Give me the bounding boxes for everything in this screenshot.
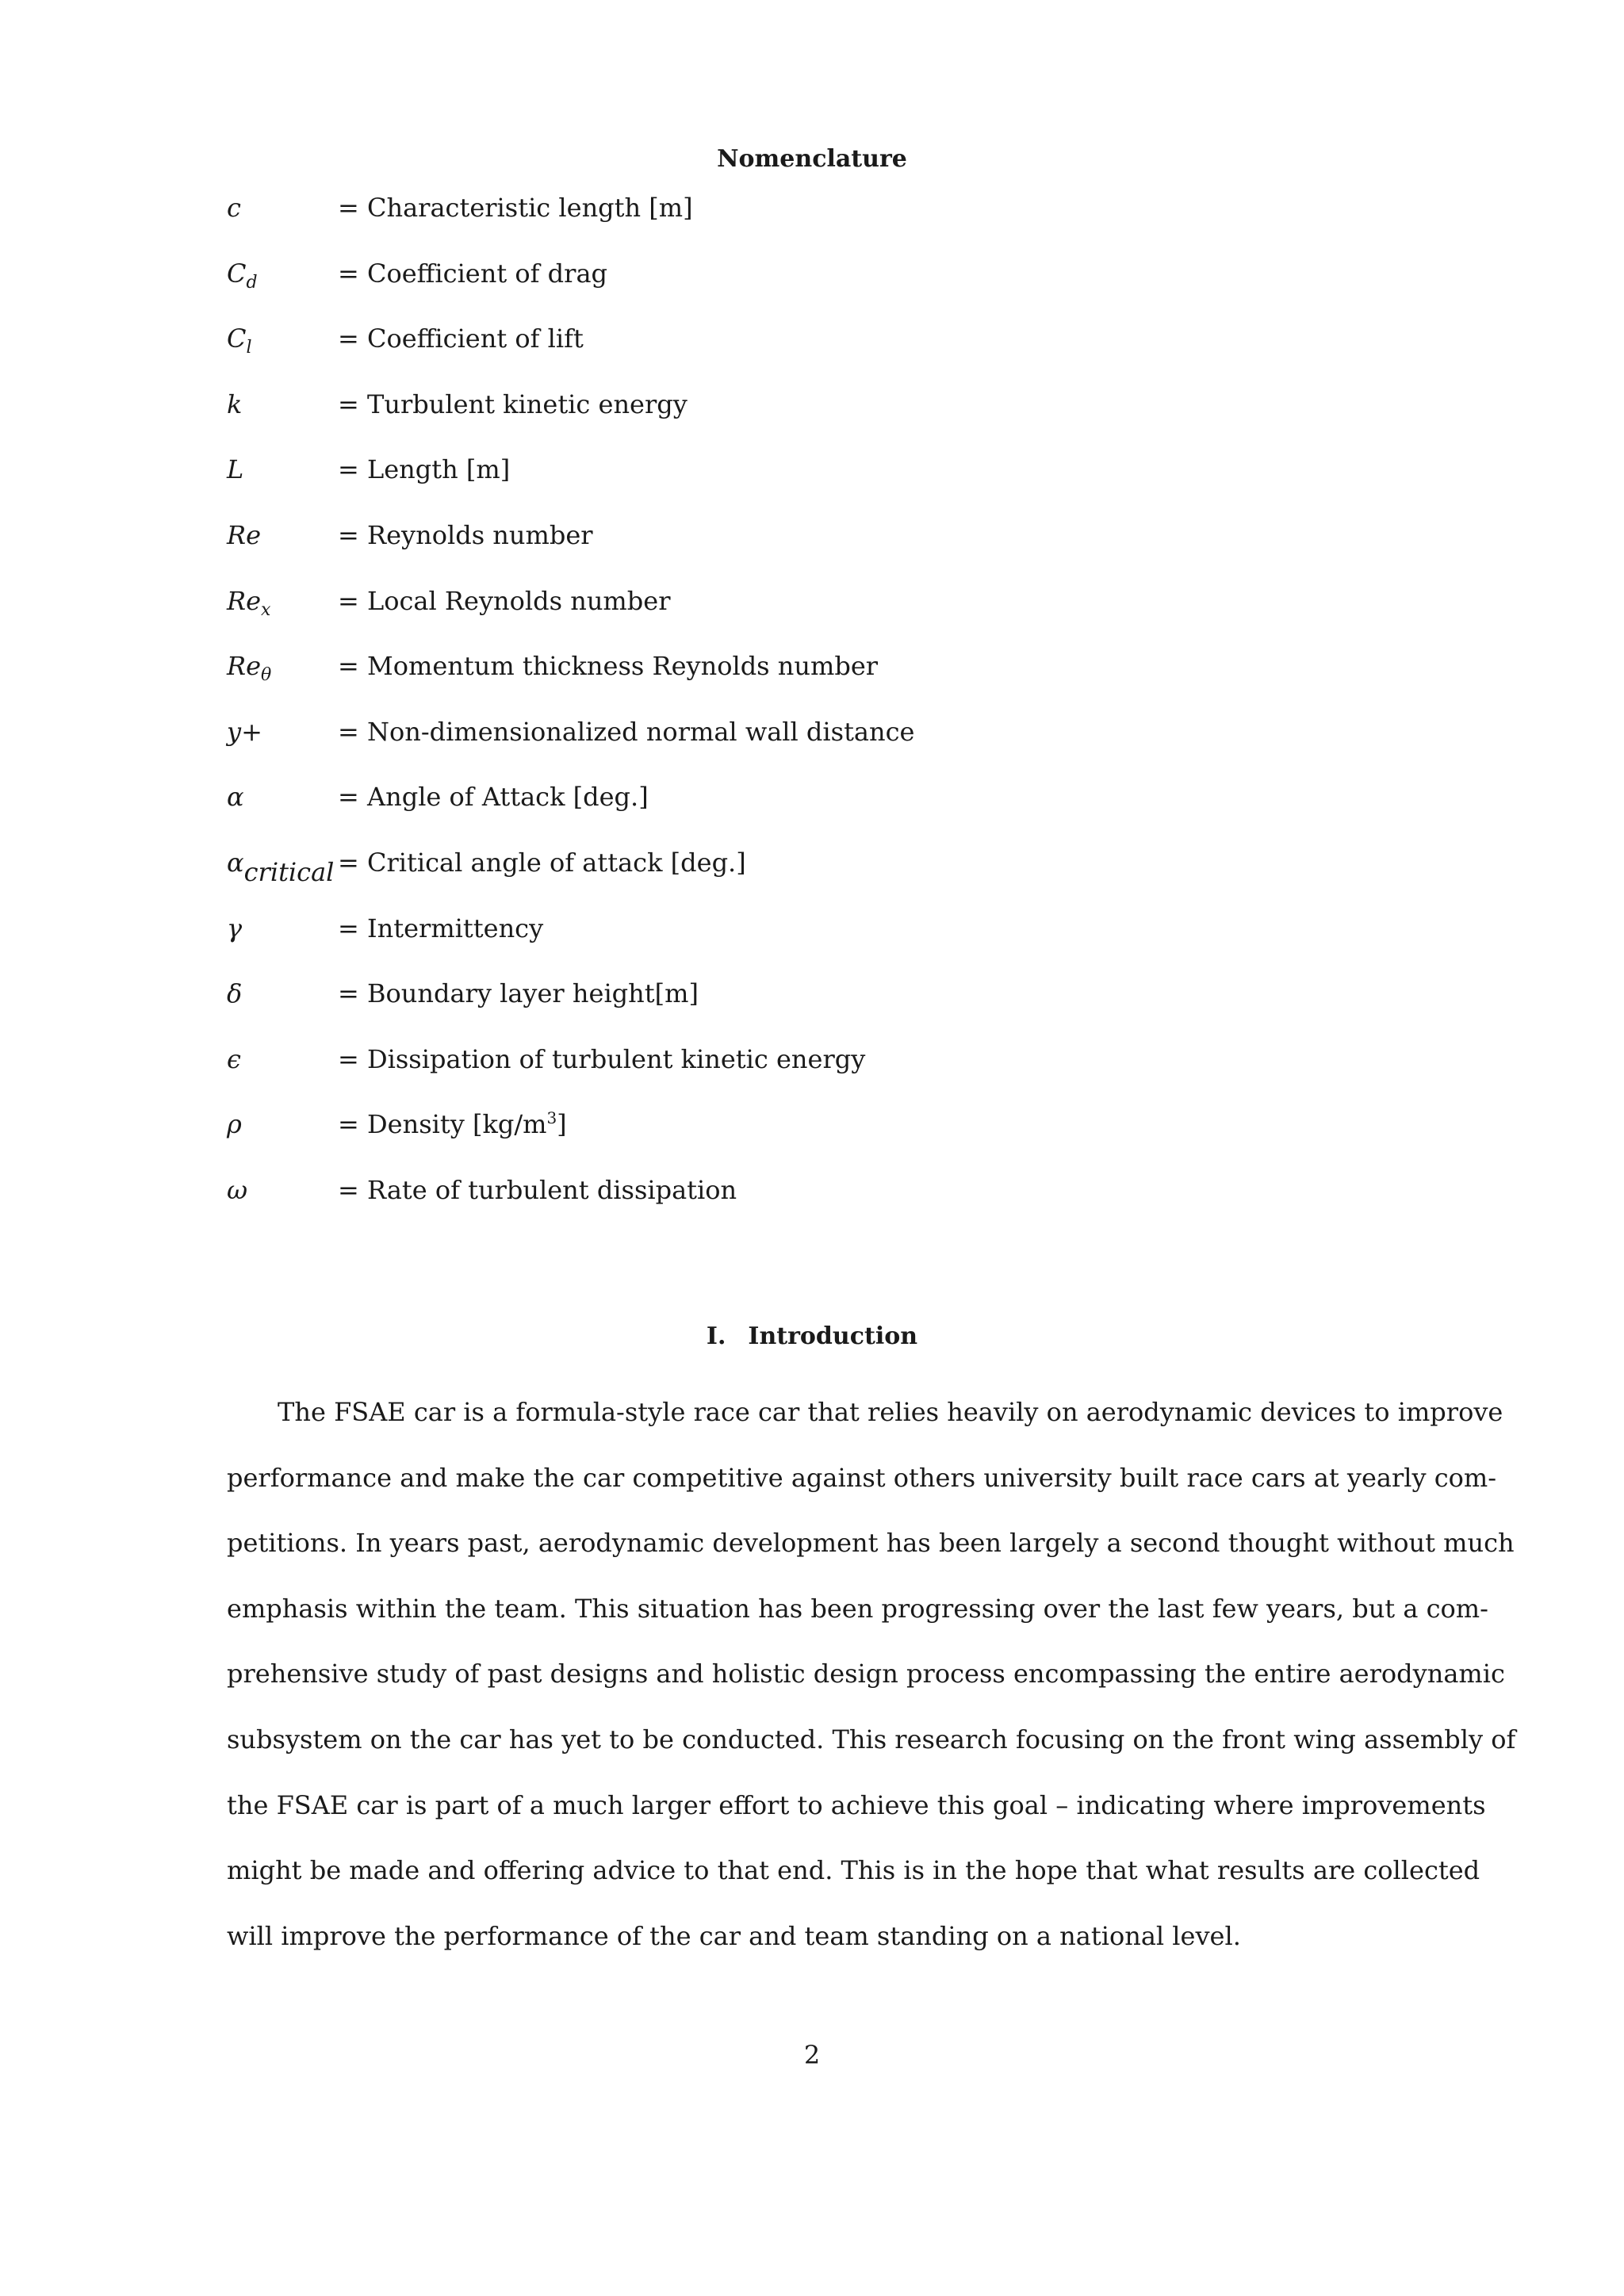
nomenclature-entry	[227, 387, 1416, 453]
nomenclature-definition: = Intermittency	[338, 913, 544, 943]
nomenclature-entry	[227, 1173, 1416, 1238]
paragraph-line: prehensive study of past designs and holistic design process encompassing the entire aerodynamic	[227, 1659, 1505, 1689]
nomenclature-entry	[227, 649, 1416, 714]
paragraph-line: the FSAE car is part of a much larger effort to achieve this goal – indicating where improvements	[227, 1789, 1486, 1820]
nomenclature-entry	[227, 256, 1416, 322]
nomenclature-symbol: Re	[227, 519, 262, 550]
nomenclature-entry	[227, 714, 1416, 780]
section-heading-introduction	[0, 1321, 1624, 1353]
paragraph-line: The FSAE car is a formula-style race car that relies heavily on aerodynamic devices to improve	[278, 1397, 1503, 1427]
nomenclature-symbol: α	[227, 782, 244, 813]
nomenclature-symbol: $Re_\theta$	[227, 651, 272, 686]
nomenclature-definition: = Rate of turbulent dissipation	[338, 1174, 737, 1205]
nomenclature-symbol: $C_d$	[227, 258, 258, 293]
nomenclature-definition: = Momentum thickness Reynolds number	[338, 651, 879, 682]
section-title: Introduction	[748, 1322, 918, 1350]
nomenclature-entry	[227, 452, 1416, 518]
nomenclature-list	[227, 190, 1416, 1238]
nomenclature-symbol: y+	[227, 716, 262, 747]
nomenclature-entry	[227, 321, 1416, 387]
nomenclature-symbol: δ	[227, 978, 243, 1009]
nomenclature-definition: = Length [m]	[338, 454, 511, 485]
paragraph-line: emphasis within the team. This situation has been progressing over the last few years, but a com-	[227, 1593, 1488, 1624]
nomenclature-symbol: c	[227, 193, 241, 223]
nomenclature-entry	[227, 1042, 1416, 1108]
paragraph-line: will improve the performance of the car and team standing on a national level.	[227, 1920, 1241, 1951]
nomenclature-symbol: γ	[227, 913, 243, 943]
nomenclature-definition: = Angle of Attack [deg.]	[338, 782, 649, 813]
nomenclature-definition: = Boundary layer height[m]	[338, 978, 699, 1009]
section-number: I.	[706, 1322, 726, 1350]
page-number: 2	[803, 2040, 821, 2070]
nomenclature-symbol: ρ	[227, 1109, 242, 1140]
nomenclature-definition: = Density $[kg/m^3]$	[338, 1108, 567, 1140]
paragraph-line: subsystem on the car has yet to be conducted. This research focusing on the front wing assembly of	[227, 1724, 1516, 1755]
nomenclature-entry	[227, 911, 1416, 977]
nomenclature-entry	[227, 976, 1416, 1042]
introduction-paragraph	[227, 1380, 1516, 1969]
nomenclature-definition: = Coefficient of drag	[338, 258, 607, 289]
nomenclature-symbol: L	[227, 454, 244, 485]
nomenclature-definition: = Characteristic length [m]	[338, 193, 693, 223]
nomenclature-symbol: $Re_x$	[227, 585, 271, 620]
nomenclature-definition: = Dissipation of turbulent kinetic energy	[338, 1043, 866, 1074]
nomenclature-symbol: k	[227, 388, 243, 419]
nomenclature-definition: = Non-dimensionalized normal wall distance	[338, 716, 915, 747]
nomenclature-entry	[227, 779, 1416, 845]
nomenclature-definition: = Coefficient of lift	[338, 323, 584, 354]
nomenclature-symbol: $\alpha_{critical}$	[227, 847, 335, 887]
nomenclature-entry	[227, 518, 1416, 584]
nomenclature-definition: = Reynolds number	[338, 519, 593, 550]
nomenclature-entry	[227, 584, 1416, 649]
nomenclature-symbol: $C_l$	[227, 323, 252, 358]
nomenclature-definition: = Turbulent kinetic energy	[338, 388, 688, 419]
nomenclature-symbol: ω	[227, 1174, 248, 1205]
nomenclature-definition: = Local Reynolds number	[338, 585, 671, 616]
nomenclature-entry	[227, 190, 1416, 256]
nomenclature-entry	[227, 1107, 1416, 1173]
paragraph-line: performance and make the car competitive against others university built race cars at yearly com-	[227, 1462, 1497, 1493]
nomenclature-heading: Nomenclature	[717, 145, 907, 173]
nomenclature-entry	[227, 845, 1416, 911]
nomenclature-symbol: ϵ	[227, 1043, 241, 1074]
nomenclature-definition: = Critical angle of attack [deg.]	[338, 847, 746, 878]
paragraph-line: petitions. In years past, aerodynamic development has been largely a second thought without much	[227, 1528, 1515, 1559]
paragraph-line: might be made and offering advice to that end. This is in the hope that what results are collected	[227, 1855, 1480, 1886]
